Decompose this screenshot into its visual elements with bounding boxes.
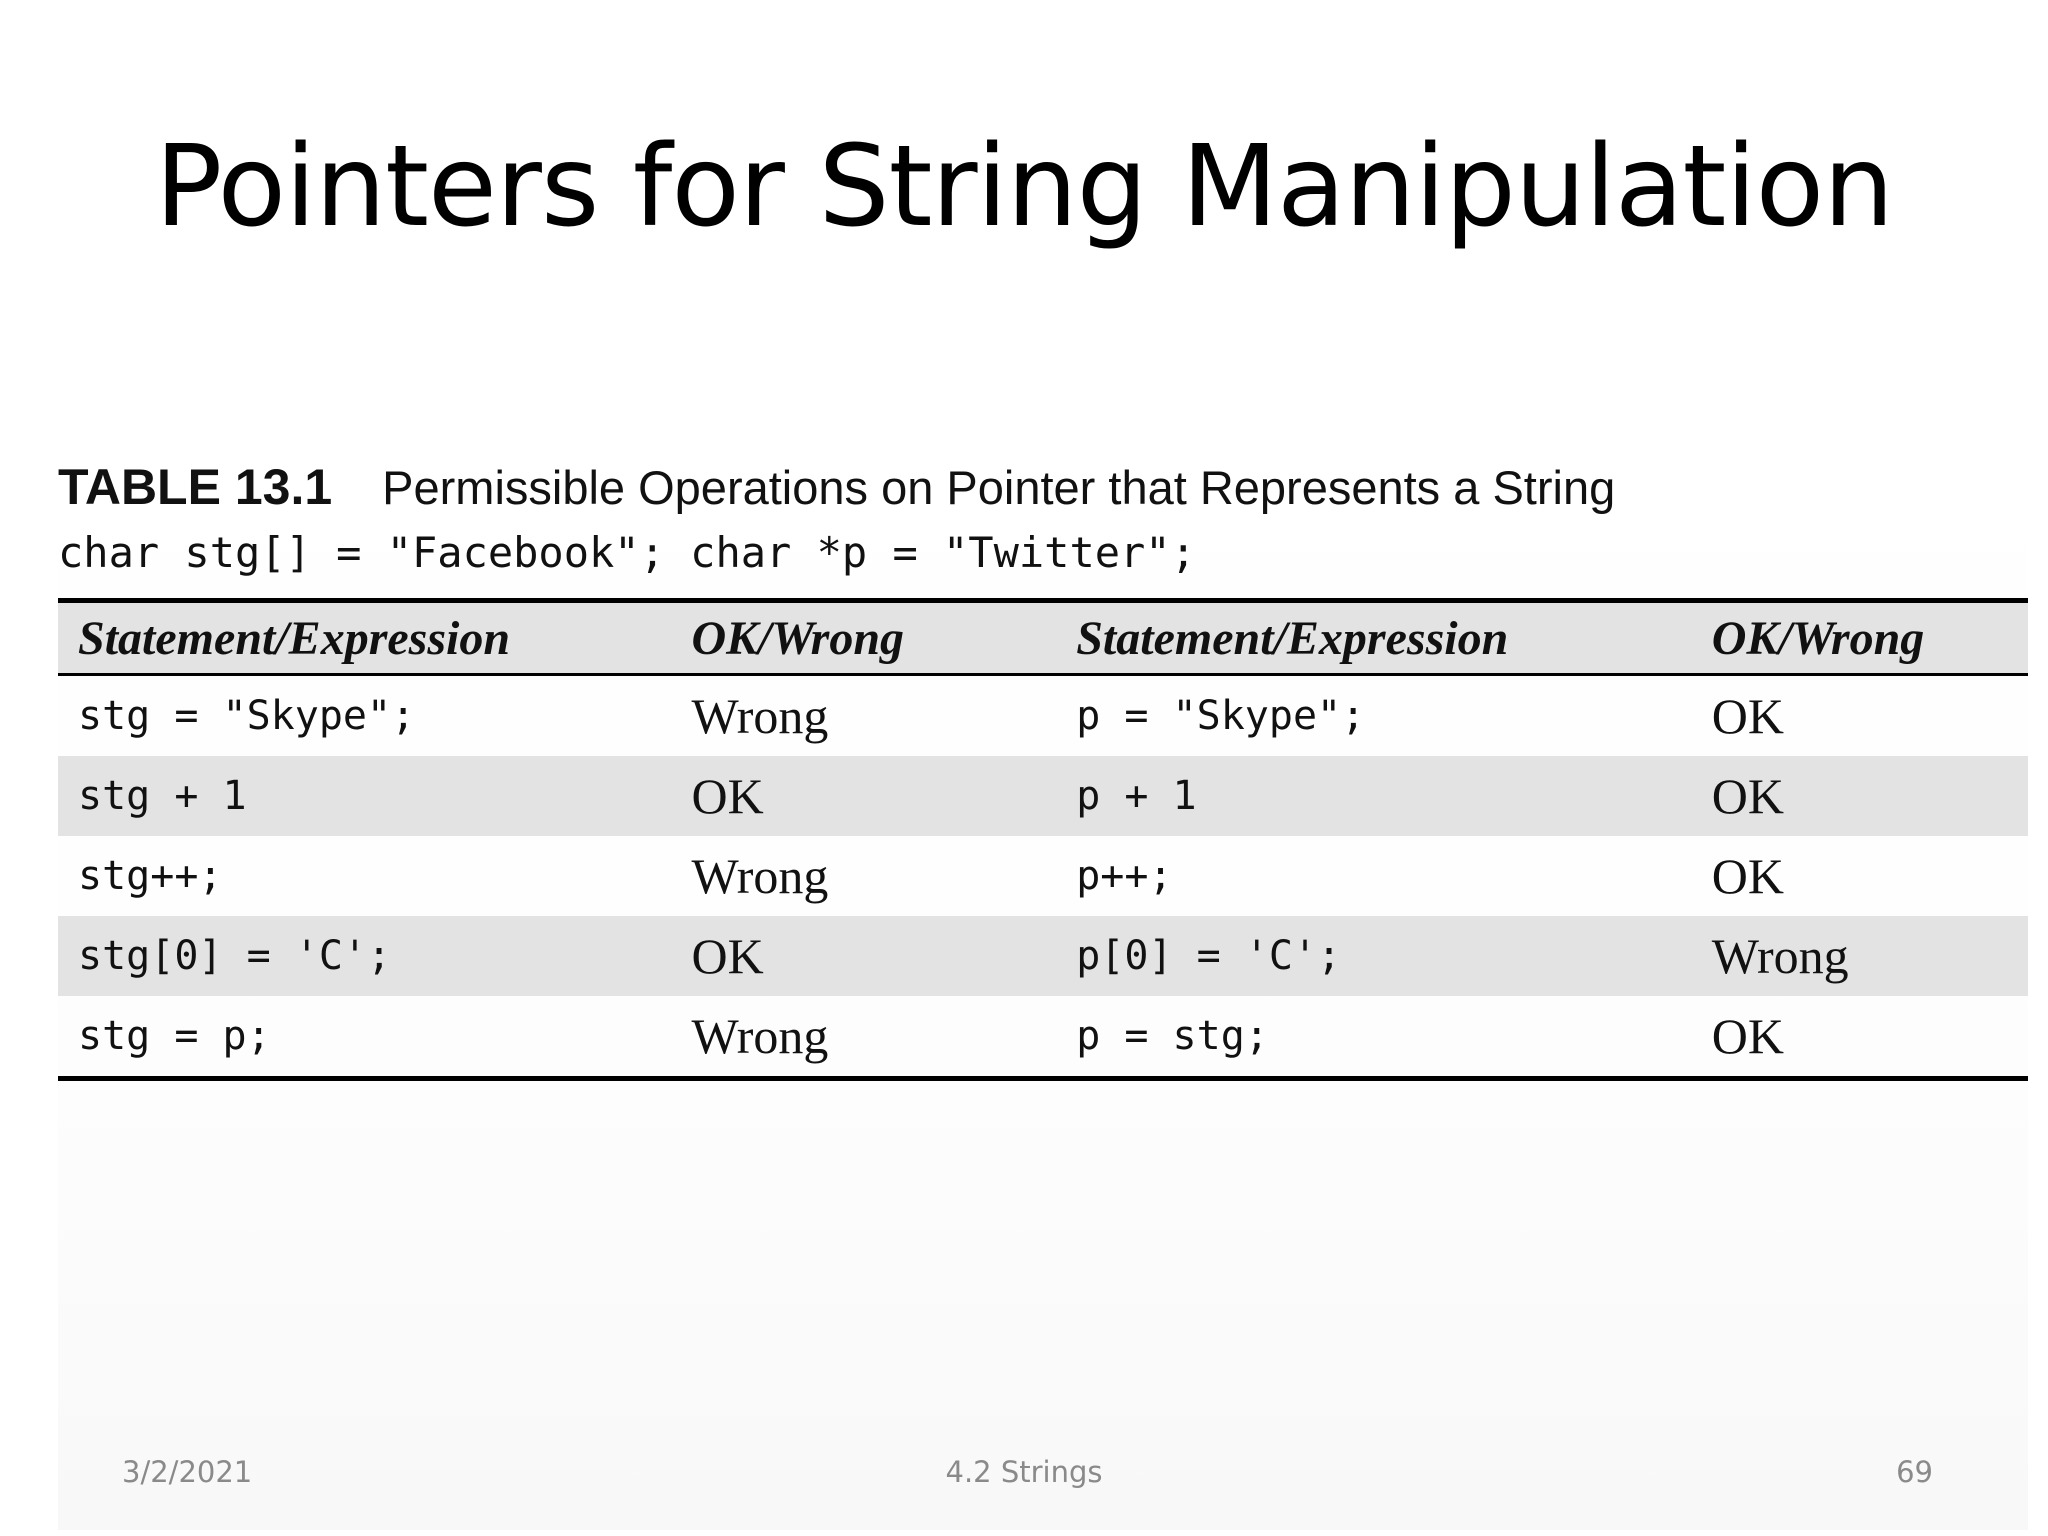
- pointer-result: OK: [1711, 848, 1784, 904]
- operations-table: [58, 598, 2028, 1081]
- table-caption: [58, 458, 1615, 516]
- array-result: OK: [672, 916, 1057, 996]
- table-figure: [58, 440, 2028, 1530]
- array-result: OK: [672, 756, 1057, 836]
- pointer-expression: p + 1: [1056, 756, 1692, 836]
- column-header: Statement/Expression: [1056, 601, 1692, 675]
- array-result: Wrong: [691, 848, 829, 904]
- column-header: OK/Wrong: [672, 601, 1057, 675]
- table-row: [58, 675, 2028, 757]
- array-expression: stg = p;: [78, 1013, 271, 1059]
- array-expression: stg + 1: [58, 756, 672, 836]
- array-expression: stg++;: [78, 853, 223, 899]
- array-expression: stg = "Skype";: [78, 693, 416, 739]
- pointer-result: OK: [1711, 688, 1784, 744]
- column-header: Statement/Expression: [58, 601, 672, 675]
- pointer-result: OK: [1711, 1008, 1784, 1064]
- table-row: [58, 756, 2028, 836]
- pointer-expression: p = "Skype";: [1076, 693, 1366, 739]
- pointer-result: OK: [1692, 756, 2028, 836]
- pointer-expression: p = stg;: [1076, 1013, 1269, 1059]
- column-header: OK/Wrong: [1692, 601, 2028, 675]
- declaration-code: char stg[] = "Facebook"; char *p = "Twitter";: [58, 528, 1196, 577]
- table-caption-text: Permissible Operations on Pointer that Represents a String: [382, 461, 1616, 514]
- array-expression: stg[0] = 'C';: [58, 916, 672, 996]
- pointer-expression: p[0] = 'C';: [1056, 916, 1692, 996]
- footer-date: 3/2/2021: [122, 1455, 253, 1489]
- pointer-expression: p++;: [1076, 853, 1173, 899]
- footer-page-number: 69: [1896, 1455, 1933, 1489]
- table-row: [58, 996, 2028, 1079]
- array-result: Wrong: [691, 1008, 829, 1064]
- slide-title: Pointers for String Manipulation: [154, 122, 1894, 252]
- table-row: [58, 836, 2028, 916]
- footer-section: 4.2 Strings: [945, 1455, 1103, 1489]
- table-row: [58, 916, 2028, 996]
- pointer-result: Wrong: [1692, 916, 2028, 996]
- array-result: Wrong: [691, 688, 829, 744]
- table-label: TABLE 13.1: [58, 459, 333, 515]
- table-header-row: [58, 601, 2028, 675]
